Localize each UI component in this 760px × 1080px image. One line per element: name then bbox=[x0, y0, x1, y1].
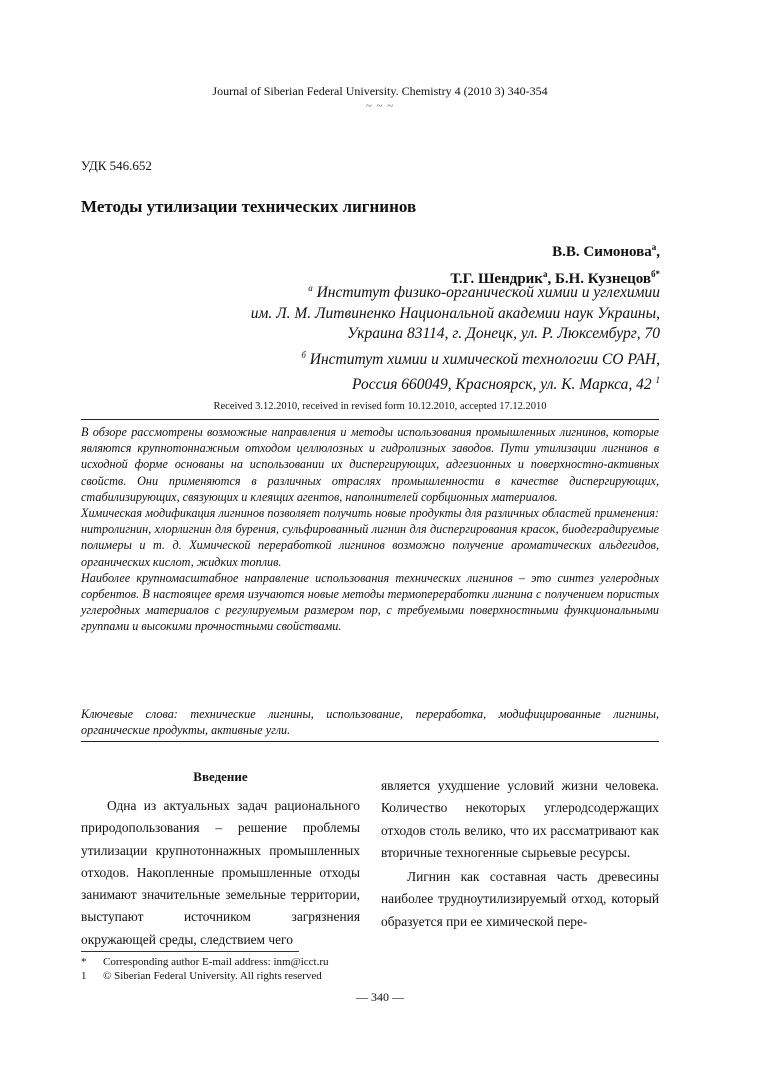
abstract bbox=[81, 424, 659, 635]
section-heading-wrapper bbox=[81, 768, 360, 789]
affiliation-b-line-2: Россия 660049, Красноярск, ул. К. Маркса, 42 $^1$ bbox=[352, 375, 660, 394]
affiliation-a-line-3: Украина 83114, г. Донецк, ул. Р. Люксембург, 70 bbox=[347, 325, 660, 343]
received-dates: Received 3.12.2010, received in revised form 10.12.2010, accepted 17.12.2010 bbox=[213, 401, 547, 412]
body-paragraph-2: является ухудшение условий жизни человека. Количество некоторых углеродсодержащих отходов столь велико, что их рассматривают как вторичные техногенные сырьевые ресурсы. bbox=[381, 778, 659, 860]
affiliation-a-line-2: им. Л. М. Литвиненко Национальной академии наук Украины, bbox=[250, 304, 660, 322]
affiliation-b-line-1: $^б$ Институт химии и химической технологии СО РАН, bbox=[301, 349, 660, 368]
journal-header: Journal of Siberian Federal University. Chemistry 4 (2010 3) 340-354 bbox=[212, 84, 548, 98]
author-line-2: Т.Г. Шендрик$^а$, Б.Н. Кузнецов$^{б*}$ bbox=[450, 269, 660, 287]
abstract-paragraph-1: В обзоре рассмотрены возможные направления и методы использования промышленных лигнинов, которые являются крупнотоннажным отходом целлюлозных и гидролизных заводов. Пути утилизации лигнинов в исходной форме основаны на использовании их диспергирующих, адгезионных и поверхностно-активных свойств. Они применяются в различных отраслях промышленности в качестве диспергирующих, стабилизирующих, связующих и клеящих агентов, наполнителей сорбционных материалов. bbox=[81, 425, 659, 504]
body-column-right bbox=[381, 775, 659, 933]
body-paragraph-1: Одна из актуальных задач рационального природопользования – решение проблемы утилизации крупнотоннажных промышленных отходов. Накопленные промышленные отходы занимают значительные земельные территории, выступают источником загрязнения окружающей среды, следствием чего bbox=[81, 798, 360, 947]
body-paragraph-3: Лигнин как составная часть древесины наиболее трудноутилизируемый отход, который образуется при ее химической пере- bbox=[381, 869, 659, 929]
article-title: Методы утилизации технических лигнинов bbox=[81, 197, 417, 216]
keywords: Ключевые слова: технические лигнины, использование, переработка, модифицированные лигнины, органические продукты, активные угли. bbox=[81, 707, 659, 738]
section-heading: Введение bbox=[193, 769, 248, 784]
abstract-bottom-rule bbox=[81, 741, 659, 742]
footnote-1: * Corresponding author E-mail address: inm@icct.ru bbox=[81, 956, 329, 968]
page-number: — 340 — bbox=[356, 990, 404, 1004]
footnote-rule bbox=[81, 951, 299, 952]
footnote-2: 1 © Siberian Federal University. All rights reserved bbox=[81, 970, 322, 982]
udk-code: УДК 546.652 bbox=[81, 158, 152, 173]
affiliation-a-line-1: $^а$ Институт физико-органической химии и углехимии bbox=[308, 283, 660, 302]
header-ornament: ~ ~ ~ bbox=[365, 100, 395, 112]
author-line-1: В.В. Симонова$^а$, bbox=[552, 242, 660, 260]
footnotes bbox=[81, 955, 481, 983]
affiliations bbox=[251, 278, 660, 396]
body-column-left bbox=[81, 795, 360, 951]
abstract-paragraph-3: Наиболее крупномасштабное направление использования технических лигнинов – это синтез углеродных сорбентов. В настоящее время изучаются новые методы термопереработки лигнина с получением пористых углеродных материалов с регулируемым размером пор, с требуемыми поверхностными функциональными группами и высокими прочностными свойствами. bbox=[81, 570, 659, 634]
abstract-paragraph-2: Химическая модификация лигнинов позволяет получить новые продукты для различных областей применения: нитролигнин, хлорлигнин для бурения, сульфированный лигнин для диспергирования красок, биодеградируемые полимеры и т. д. Химической переработкой лигнинов возможно получение ароматических альдегидов, органических кислот, жидких топлив. bbox=[81, 506, 659, 569]
abstract-top-rule bbox=[81, 419, 659, 420]
